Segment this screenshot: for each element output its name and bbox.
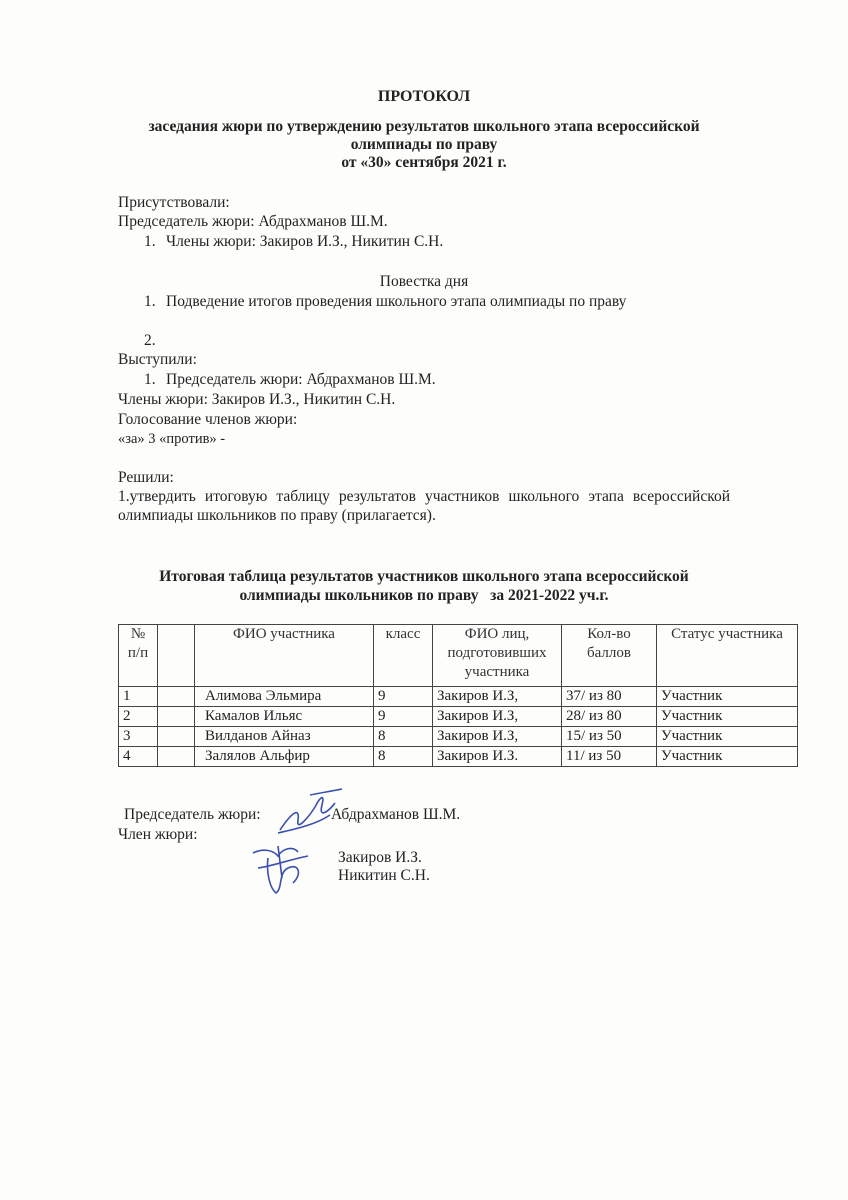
speakers-members: Члены жюри: Закиров И.З., Никитин С.Н.: [118, 391, 396, 408]
member-signature: [248, 838, 318, 898]
decision-line-1: 1.утвердить итоговую таблицу результатов участников школьного этапа всероссийской: [118, 488, 730, 505]
cell-name: Вилданов Айназ: [195, 727, 374, 747]
decision-label: Решили:: [118, 469, 174, 486]
cell-score: 11/ из 50: [562, 747, 657, 767]
signature-member-label: Член жюри:: [118, 826, 198, 843]
signature-chair-label: Председатель жюри:: [124, 806, 261, 823]
results-title-2: олимпиады школьников по праву за 2021-2022 уч.г.: [239, 587, 609, 604]
cell-teacher: Закиров И.З,: [433, 727, 562, 747]
attendance-chair: Председатель жюри: Абдрахманов Ш.М.: [118, 213, 388, 230]
cell-grade: 8: [374, 727, 433, 747]
agenda-item-1-num: 1.: [144, 293, 156, 310]
document-subtitle-2: олимпиады по праву: [350, 136, 498, 153]
speakers-chair: Председатель жюри: Абдрахманов Ш.М.: [166, 371, 436, 388]
cell-grade: 9: [374, 687, 433, 707]
agenda-item-1: Подведение итогов проведения школьного этапа олимпиады по праву: [166, 293, 627, 310]
cell-status: Участник: [657, 747, 798, 767]
table-row: [119, 727, 798, 747]
cell-name: Залялов Альфир: [195, 747, 374, 767]
cell-grade: 8: [374, 747, 433, 767]
attendance-label: Присутствовали:: [118, 194, 230, 211]
cell-teacher: Закиров И.З,: [433, 687, 562, 707]
cell-grade: 9: [374, 707, 433, 727]
results-table: [118, 624, 798, 767]
col-score: Кол-во баллов: [562, 625, 657, 687]
document-title: ПРОТОКОЛ: [377, 88, 471, 105]
vote-label: Голосование членов жюри:: [118, 411, 298, 428]
cell-extra: [158, 727, 195, 747]
cell-num: 4: [119, 747, 158, 767]
table-row: [119, 747, 798, 767]
speakers-item-num: 1.: [144, 371, 156, 388]
speakers-label: Выступили:: [118, 351, 197, 368]
cell-num: 3: [119, 727, 158, 747]
document-subtitle: заседания жюри по утверждению результатов школьного этапа всероссийской: [148, 118, 700, 135]
cell-status: Участник: [657, 687, 798, 707]
cell-extra: [158, 707, 195, 727]
cell-extra: [158, 687, 195, 707]
cell-name: Алимова Эльмира: [195, 687, 374, 707]
cell-score: 15/ из 50: [562, 727, 657, 747]
vote-result: «за» 3 «против» -: [118, 431, 226, 447]
cell-num: 1: [119, 687, 158, 707]
table-row: [119, 707, 798, 727]
cell-name: Камалов Ильяс: [195, 707, 374, 727]
col-number: № п/п: [119, 625, 158, 687]
table-row: [119, 687, 798, 707]
signature-member-1: Закиров И.З.: [338, 849, 422, 866]
cell-score: 28/ из 80: [562, 707, 657, 727]
cell-status: Участник: [657, 707, 798, 727]
attendance-members: Члены жюри: Закиров И.З., Никитин С.Н.: [166, 233, 444, 250]
col-status: Статус участника: [657, 625, 798, 687]
cell-extra: [158, 747, 195, 767]
signature-member-2: Никитин С.Н.: [338, 867, 430, 884]
chair-signature: [270, 785, 350, 840]
cell-teacher: Закиров И.З.: [433, 747, 562, 767]
col-teacher: ФИО лиц, подготовивших участника: [433, 625, 562, 687]
col-name: ФИО участника: [195, 625, 374, 687]
cell-num: 2: [119, 707, 158, 727]
results-title: Итоговая таблица результатов участников школьного этапа всероссийской: [159, 568, 689, 585]
col-grade: класс: [374, 625, 433, 687]
cell-status: Участник: [657, 727, 798, 747]
agenda-item-2-num: 2.: [144, 332, 156, 349]
col-blank: [158, 625, 195, 687]
document-date: от «30» сентября 2021 г.: [341, 154, 507, 171]
cell-score: 37/ из 80: [562, 687, 657, 707]
agenda-title: Повестка дня: [379, 273, 469, 290]
decision-line-2: олимпиады школьников по праву (прилагается).: [118, 507, 436, 524]
cell-teacher: Закиров И.З,: [433, 707, 562, 727]
attendance-members-num: 1.: [144, 233, 156, 250]
signature-chair-name: Абдрахманов Ш.М.: [331, 806, 461, 823]
